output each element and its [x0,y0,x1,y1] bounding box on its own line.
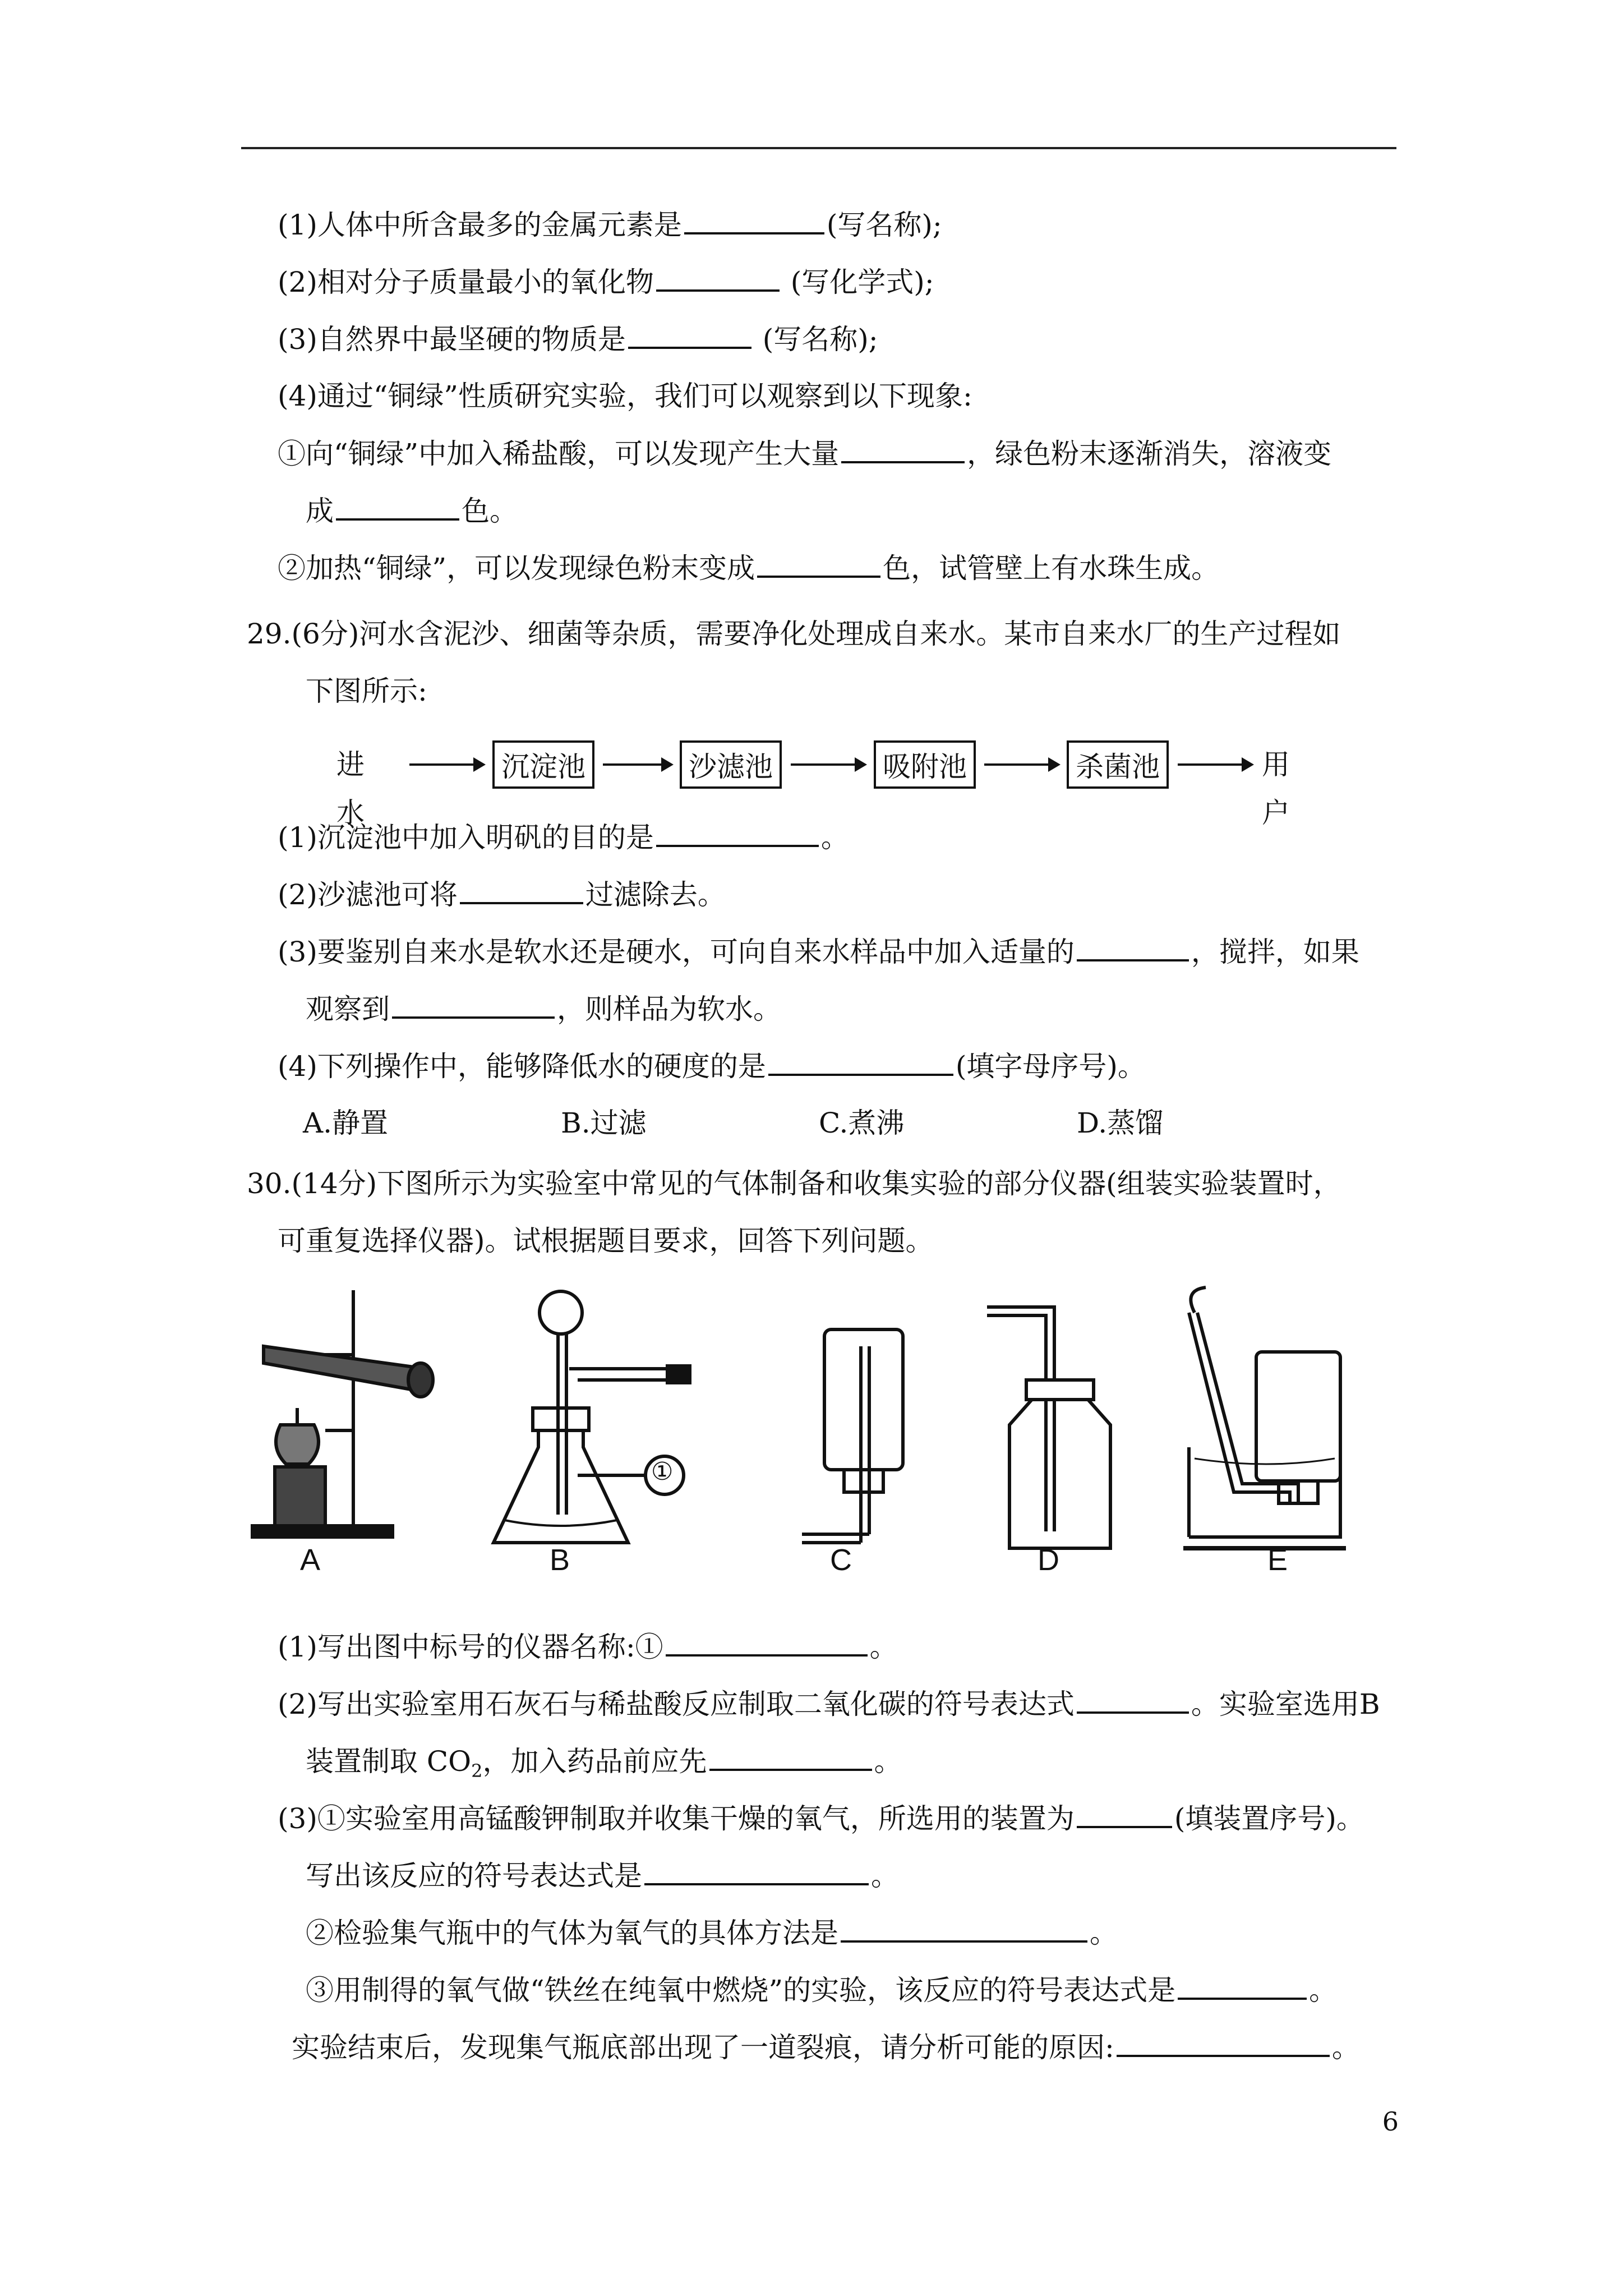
q30-sub-1: (1)写出图中标号的仪器名称:① 。 [278,1631,898,1663]
flow-arrow [1178,763,1251,766]
apparatus-a-drawing [252,1290,433,1537]
q28-line-6: 成 色。 [306,495,518,527]
answer-blank[interactable] [392,992,555,1019]
flow-step-adsorption: 吸附池 [874,740,976,789]
choice-a[interactable]: A.静置 [303,1107,389,1139]
q28-line-3: (3)自然界中最坚硬的物质是 (写名称); [278,323,878,356]
choice-d[interactable]: D.蒸馏 [1077,1107,1164,1139]
flow-end: 用户 [1262,748,1290,829]
q30-sub-3-test: ②检验集气瓶中的气体为氧气的具体方法是 。 [306,1917,1118,1949]
apparatus-d-drawing [987,1307,1110,1548]
flow-step-sand-filter: 沙滤池 [680,740,782,789]
page-number: 6 [1382,2106,1399,2137]
q28-line-5: ①向“铜绿”中加入稀盐酸，可以发现产生大量 ，绿色粉末逐渐消失，溶液变 [278,438,1332,470]
q30-intro-1: 30.(14分)下图所示为实验室中常见的气体制备和收集实验的部分仪器(组装实验装置时， [247,1167,1341,1200]
flow-arrow [984,763,1057,766]
answer-blank[interactable] [1077,1687,1189,1714]
flow-arrow [409,763,482,766]
flow-arrow [603,763,670,766]
q29-intro-1: 29.(6分)河水含泥沙、细菌等杂质，需要净化处理成自来水。某市自来水厂的生产过程如 [247,618,1341,650]
q30-sub-2-cont: 装置制取 $CO_2$，加入药品前应先 。 [306,1745,902,1782]
answer-blank[interactable] [1117,2030,1330,2057]
q30-sub-3-expr: 写出该反应的符号表达式是 。 [306,1860,899,1892]
lab-apparatus-figure [241,1279,1408,1593]
answer-blank[interactable] [841,436,965,463]
answer-blank[interactable] [666,1630,868,1657]
label-e: E [1267,1543,1288,1577]
q29-sub-1: (1)沉淀池中加入明矾的目的是 。 [278,821,849,854]
choice-c[interactable]: C.煮沸 [819,1107,905,1139]
label-b: B [550,1543,570,1577]
q29-sub-3-cont: 观察到 ，则样品为软水。 [306,993,781,1025]
answer-blank[interactable] [1077,935,1189,961]
marker-1: ① [651,1458,674,1485]
answer-blank[interactable] [656,265,780,292]
answer-blank[interactable] [1077,1801,1172,1828]
q29-sub-3: (3)要鉴别自来水是软水还是硬水，可向自来水样品中加入适量的 ，搅拌，如果 [278,936,1359,968]
q30-intro-2: 可重复选择仪器)。试根据题目要求，回答下列问题。 [278,1225,934,1257]
q28-line-4: (4)通过“铜绿”性质研究实验，我们可以观察到以下现象: [278,380,972,412]
q30-sub-2: (2)写出实验室用石灰石与稀盐酸反应制取二氧化碳的符号表达式 。实验室选用B [278,1688,1380,1720]
choice-b[interactable]: B.过滤 [561,1107,647,1139]
q30-sub-3: (3)①实验室用高锰酸钾制取并收集干燥的氧气，所选用的装置为 (填装置序号)。 [278,1802,1364,1835]
apparatus-e-drawing [1183,1287,1346,1548]
q30-sub-3-crack: 实验结束后，发现集气瓶底部出现了一道裂痕，请分析可能的原因: 。 [292,2031,1360,2064]
answer-blank[interactable] [656,820,819,847]
answer-blank[interactable] [709,1744,872,1771]
flow-start: 进水 [336,748,365,829]
q29-sub-4: (4)下列操作中，能够降低水的硬度的是 (填字母序号)。 [278,1050,1146,1083]
flow-step-sedimentation: 沉淀池 [492,740,594,789]
answer-blank[interactable] [684,208,824,234]
answer-blank[interactable] [644,1858,869,1885]
apparatus-c-drawing [802,1329,903,1543]
q29-sub-2: (2)沙滤池可将 过滤除去。 [278,878,726,911]
q28-line-2: (2)相对分子质量最小的氧化物 (写化学式); [278,266,934,298]
flow-step-sterilization: 杀菌池 [1067,740,1169,789]
label-c: C [830,1543,852,1577]
q28-line-1: (1)人体中所含最多的金属元素是 (写名称); [278,209,942,241]
q29-intro-2: 下图所示: [306,675,427,707]
header-rule [241,147,1396,149]
answer-blank[interactable] [628,322,751,349]
label-a: A [300,1543,321,1577]
answer-blank[interactable] [757,551,880,578]
answer-blank[interactable] [768,1049,953,1076]
q30-sub-3-iron: ③用制得的氧气做“铁丝在纯氧中燃烧”的实验，该反应的符号表达式是 。 [306,1974,1338,2007]
answer-blank[interactable] [1178,1973,1307,2000]
q28-line-7: ②加热“铜绿”，可以发现绿色粉末变成 色，试管壁上有水珠生成。 [278,552,1220,585]
apparatus-b-drawing [494,1291,690,1543]
answer-blank[interactable] [336,494,459,521]
answer-blank[interactable] [841,1916,1087,1943]
answer-blank[interactable] [460,877,583,904]
apparatus-drawings [241,1279,1408,1593]
label-d: D [1038,1543,1059,1577]
flow-arrow [791,763,864,766]
